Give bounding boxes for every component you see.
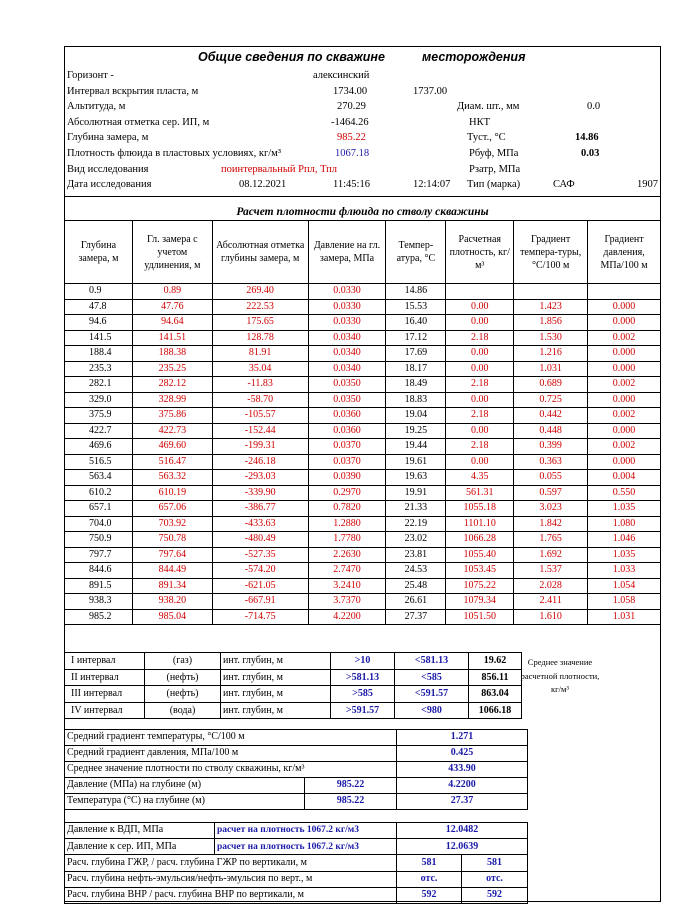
column-header: Абсолютная отметка глубины замера, м (212, 221, 308, 284)
interval-label: инт. глубин, м (221, 669, 331, 686)
table-cell: 1.530 (514, 330, 588, 346)
interval-to: <980 (395, 702, 469, 719)
table-cell: 3.7370 (308, 594, 386, 610)
table-cell: 375.9 (65, 408, 133, 424)
density-table (64, 220, 661, 625)
table-cell: -339.90 (212, 485, 308, 501)
tust-value: 14.86 (575, 132, 599, 144)
rbuf-value: 0.03 (581, 147, 600, 159)
summary-row: Средний градиент давления, МПа/100 м 0.425 (65, 746, 528, 762)
table-cell: 0.725 (514, 392, 588, 408)
table-cell: 2.028 (514, 578, 588, 594)
interval-row (65, 653, 522, 670)
table-cell (588, 284, 661, 300)
interval-fluid: (нефть) (145, 686, 221, 703)
table-cell: 2.18 (446, 408, 514, 424)
summary2-row: Расч. глубина нефть-эмульсия/нефть-эмульсия по верт., м отс. отс. (65, 871, 528, 887)
table-cell: 0.0340 (308, 330, 386, 346)
table-cell: 1.692 (514, 547, 588, 563)
table-cell: 657.1 (65, 501, 133, 517)
table-cell: 19.63 (386, 470, 446, 486)
table-cell: 0.002 (588, 408, 661, 424)
section-title: Расчет плотности флюида по стволу скважины (236, 206, 489, 218)
table-cell: 3.2410 (308, 578, 386, 594)
table-cell: 0.000 (588, 361, 661, 377)
table-cell: 844.6 (65, 563, 133, 579)
table-cell: -293.03 (212, 470, 308, 486)
table-cell: 0.000 (588, 392, 661, 408)
table-cell: 0.0340 (308, 346, 386, 362)
interval-from: 1734.00 (333, 85, 368, 97)
tip-value: САФ (553, 179, 575, 191)
table-cell: 27.37 (386, 609, 446, 625)
table-cell: -11.83 (212, 377, 308, 393)
rzatr-label: Рзатр, МПа (469, 163, 521, 175)
table-cell: 2.2630 (308, 547, 386, 563)
table-row (65, 330, 661, 346)
table-cell: 4.35 (446, 470, 514, 486)
table-cell: 26.61 (386, 594, 446, 610)
density-value: 1067.18 (335, 147, 370, 159)
table-cell: 0.0390 (308, 470, 386, 486)
table-cell: 17.69 (386, 346, 446, 362)
density-note: Среднее значение расчетной плотности, кг/м³ (520, 657, 600, 694)
table-cell: 0.7820 (308, 501, 386, 517)
table-cell: 0.363 (514, 454, 588, 470)
table-cell: 128.78 (212, 330, 308, 346)
table-row (65, 377, 661, 393)
table-cell: 19.25 (386, 423, 446, 439)
table-cell: 1.537 (514, 563, 588, 579)
table-cell: 0.00 (446, 392, 514, 408)
table-cell: 2.18 (446, 330, 514, 346)
table-cell: 1.216 (514, 346, 588, 362)
table-cell: 141.51 (132, 330, 212, 346)
table-cell: 703.92 (132, 516, 212, 532)
table-cell: 81.91 (212, 346, 308, 362)
table-cell: 1.856 (514, 315, 588, 331)
table-cell: 0.2970 (308, 485, 386, 501)
table-cell: 1053.45 (446, 563, 514, 579)
table-cell: 0.0330 (308, 284, 386, 300)
summary2-row: Расч. глубина ГЖР, / расч. глубина ГЖР по вертикали, м 581 581 (65, 855, 528, 871)
table-cell: 16.40 (386, 315, 446, 331)
interval-from: >10 (331, 653, 395, 670)
table-cell: 0.000 (588, 299, 661, 315)
table-cell: 23.81 (386, 547, 446, 563)
date-value: 08.12.2021 (239, 179, 287, 191)
table-cell: 1.035 (588, 501, 661, 517)
table-cell: 1055.18 (446, 501, 514, 517)
table-cell: -527.35 (212, 547, 308, 563)
table-cell: 188.4 (65, 346, 133, 362)
table-cell: 1.2880 (308, 516, 386, 532)
table-cell: 1075.22 (446, 578, 514, 594)
interval-name: II интервал (65, 669, 145, 686)
table-cell: 2.18 (446, 439, 514, 455)
interval-name: III интервал (65, 686, 145, 703)
table-cell: 891.34 (132, 578, 212, 594)
table-cell: 4.2200 (308, 609, 386, 625)
table-cell: 1.842 (514, 516, 588, 532)
table-cell: 1079.34 (446, 594, 514, 610)
interval-row (65, 686, 522, 703)
tip-number: 1907 (637, 179, 658, 191)
table-cell: 516.5 (65, 454, 133, 470)
study-type-label: Вид исследования (67, 163, 149, 175)
table-cell: 0.00 (446, 361, 514, 377)
time-end: 12:14:07 (413, 179, 451, 191)
table-cell: 1.054 (588, 578, 661, 594)
table-cell: 1.080 (588, 516, 661, 532)
table-cell: 0.0370 (308, 439, 386, 455)
interval-from: >585 (331, 686, 395, 703)
column-header: Расчетная плотность, кг/м³ (446, 221, 514, 284)
table-row (65, 563, 661, 579)
diam-label: Диам. шт., мм (457, 101, 520, 113)
table-cell: 0.0350 (308, 392, 386, 408)
title-left: Общие сведения по скважине (198, 50, 385, 64)
interval-to: <591.57 (395, 686, 469, 703)
table-cell: 938.3 (65, 594, 133, 610)
table-row (65, 470, 661, 486)
table-cell: 0.689 (514, 377, 588, 393)
table-row (65, 516, 661, 532)
table-cell: 0.000 (588, 346, 661, 362)
table-body (65, 284, 661, 625)
table-row (65, 501, 661, 517)
table-cell: 22.19 (386, 516, 446, 532)
divider (64, 196, 661, 197)
interval-name: IV интервал (65, 702, 145, 719)
table-cell: 235.3 (65, 361, 133, 377)
table-cell: -714.75 (212, 609, 308, 625)
table-cell: 750.9 (65, 532, 133, 548)
table-cell: 0.000 (588, 423, 661, 439)
table-cell: 0.000 (588, 454, 661, 470)
table-cell: 0.055 (514, 470, 588, 486)
table-cell: 0.00 (446, 423, 514, 439)
table-cell: 1066.28 (446, 532, 514, 548)
table-cell: -574.20 (212, 563, 308, 579)
table-cell: 17.12 (386, 330, 446, 346)
table-cell: 0.442 (514, 408, 588, 424)
table-row (65, 408, 661, 424)
table-cell: 375.86 (132, 408, 212, 424)
tust-label: Туст., °С (467, 132, 506, 144)
table-cell: 2.411 (514, 594, 588, 610)
table-cell: 891.5 (65, 578, 133, 594)
table-cell: 14.86 (386, 284, 446, 300)
table-row (65, 454, 661, 470)
title-right: месторождения (422, 50, 526, 64)
horizon-value: алексинский (313, 70, 370, 81)
table-cell: 0.550 (588, 485, 661, 501)
table-row (65, 547, 661, 563)
summary2-row: Давление к ВДП, МПа расчет на плотность 1067.2 кг/м3 12.0482 (65, 823, 528, 839)
table-cell: 188.38 (132, 346, 212, 362)
table-row (65, 423, 661, 439)
table-cell: 985.04 (132, 609, 212, 625)
table-row (65, 315, 661, 331)
summary2-row: Давление к сер. ИП, МПа расчет на плотность 1067.2 кг/м3 12.0639 (65, 839, 528, 855)
table-cell: -105.57 (212, 408, 308, 424)
table-cell: 0.0330 (308, 315, 386, 331)
interval-to: 1737.00 (413, 85, 448, 97)
table-cell: 35.04 (212, 361, 308, 377)
table-cell: 469.6 (65, 439, 133, 455)
table-row (65, 392, 661, 408)
diam-value: 0.0 (587, 101, 601, 113)
table-cell: 15.53 (386, 299, 446, 315)
table-cell: 0.0360 (308, 408, 386, 424)
table-cell: 1.046 (588, 532, 661, 548)
column-header: Темпер-атура, °С (386, 221, 446, 284)
table-cell: -480.49 (212, 532, 308, 548)
table-cell: 21.33 (386, 501, 446, 517)
interval-to: <581.13 (395, 653, 469, 670)
well-info (67, 68, 659, 193)
rbuf-label: Рбуф, МПа (469, 147, 519, 159)
table-row (65, 609, 661, 625)
interval-label: Интервал вскрытия пласта, м (67, 85, 199, 97)
table-cell: 0.00 (446, 315, 514, 331)
interval-density: 863.04 (469, 686, 522, 703)
table-cell: 1.035 (588, 547, 661, 563)
table-cell: 0.002 (588, 439, 661, 455)
interval-label: инт. глубин, м (221, 702, 331, 719)
table-cell: 235.25 (132, 361, 212, 377)
table-cell: 516.47 (132, 454, 212, 470)
column-header: Гл. замера с учетом удлинения, м (132, 221, 212, 284)
table-cell: 610.2 (65, 485, 133, 501)
time-start: 11:45:16 (333, 179, 370, 191)
table-cell: 2.7470 (308, 563, 386, 579)
table-cell: 269.40 (212, 284, 308, 300)
table-cell: -152.44 (212, 423, 308, 439)
table-cell: -58.70 (212, 392, 308, 408)
table-row (65, 439, 661, 455)
table-cell: -199.31 (212, 439, 308, 455)
table-cell: 94.6 (65, 315, 133, 331)
table-cell: 1.7780 (308, 532, 386, 548)
abs-value: -1464.26 (331, 116, 369, 128)
table-row (65, 346, 661, 362)
table-row (65, 594, 661, 610)
table-cell: 844.49 (132, 563, 212, 579)
table-row (65, 299, 661, 315)
depth-label: Глубина замера, м (67, 132, 149, 144)
table-row (65, 532, 661, 548)
summary-row: Давление (МПа) на глубине (м) 985.22 4.2200 (65, 778, 528, 794)
summary-table (64, 729, 528, 810)
table-cell: 25.48 (386, 578, 446, 594)
table-cell: 2.18 (446, 377, 514, 393)
table-cell: 47.76 (132, 299, 212, 315)
table-cell: 0.89 (132, 284, 212, 300)
density-label: Плотность флюида в пластовых условиях, кг/м³ (67, 147, 281, 159)
nkt-label: НКТ (469, 116, 490, 128)
table-cell: 0.597 (514, 485, 588, 501)
table-cell: 0.0360 (308, 423, 386, 439)
table-cell: 985.2 (65, 609, 133, 625)
depth-value: 985.22 (337, 132, 366, 144)
table-cell: 563.4 (65, 470, 133, 486)
column-header: Градиент темпера-туры, °С/100 м (514, 221, 588, 284)
table-row (65, 578, 661, 594)
table-cell: -433.63 (212, 516, 308, 532)
table-cell: 1101.10 (446, 516, 514, 532)
table-cell: 175.65 (212, 315, 308, 331)
table-cell: 1051.50 (446, 609, 514, 625)
table-cell: 0.9 (65, 284, 133, 300)
altitude-value: 270.29 (337, 101, 366, 113)
study-type-value: поинтервальный Рпл, Тпл (221, 163, 337, 175)
table-cell (514, 284, 588, 300)
table-cell: 19.61 (386, 454, 446, 470)
column-header: Глубина замера, м (65, 221, 133, 284)
table-cell: 938.20 (132, 594, 212, 610)
table-header-row (65, 221, 661, 284)
table-cell: 1.031 (588, 609, 661, 625)
table-cell: 422.73 (132, 423, 212, 439)
table-cell: 329.0 (65, 392, 133, 408)
interval-fluid: (нефть) (145, 669, 221, 686)
table-cell: 0.00 (446, 299, 514, 315)
table-cell: 1.423 (514, 299, 588, 315)
interval-from: >591.57 (331, 702, 395, 719)
table-cell: 0.399 (514, 439, 588, 455)
table-cell: 0.0330 (308, 299, 386, 315)
table-cell: 0.0350 (308, 377, 386, 393)
summary-row: Температура (°С) на глубине (м) 985.22 27.37 (65, 794, 528, 810)
horizon-label: Горизонт - (67, 70, 114, 81)
table-cell: 23.02 (386, 532, 446, 548)
table-cell: -667.91 (212, 594, 308, 610)
table-cell: 563.32 (132, 470, 212, 486)
table-cell: 0.00 (446, 346, 514, 362)
table-cell: 1.031 (514, 361, 588, 377)
table-cell: 561.31 (446, 485, 514, 501)
table-cell: 1.058 (588, 594, 661, 610)
table-cell: 469.60 (132, 439, 212, 455)
tip-label: Тип (марка) (467, 179, 521, 191)
table-cell: 19.91 (386, 485, 446, 501)
summary2-row: Расч. глубина ВНР / расч. глубина ВНР по вертикали, м 592 592 (65, 887, 528, 903)
table-cell: 282.1 (65, 377, 133, 393)
table-cell: 1.610 (514, 609, 588, 625)
table-cell: 0.000 (588, 315, 661, 331)
interval-fluid: (газ) (145, 653, 221, 670)
table-cell: 18.83 (386, 392, 446, 408)
table-cell: 657.06 (132, 501, 212, 517)
summary-row: Средний градиент температуры, °С/100 м 1.271 (65, 730, 528, 746)
table-cell: 0.448 (514, 423, 588, 439)
interval-fluid: (вода) (145, 702, 221, 719)
interval-to: <585 (395, 669, 469, 686)
table-cell: 0.002 (588, 330, 661, 346)
interval-density: 1066.18 (469, 702, 522, 719)
table-cell: 141.5 (65, 330, 133, 346)
table-cell: 704.0 (65, 516, 133, 532)
column-header: Давление на гл. замера, МПа (308, 221, 386, 284)
date-label: Дата исследования (67, 179, 152, 191)
table-cell: 0.0340 (308, 361, 386, 377)
table-cell: 1055.40 (446, 547, 514, 563)
table-row (65, 485, 661, 501)
table-cell: 797.64 (132, 547, 212, 563)
table-cell (446, 284, 514, 300)
table-cell: 750.78 (132, 532, 212, 548)
abs-label: Абсолютная отметка сер. ИП, м (67, 116, 210, 128)
table-cell: 18.49 (386, 377, 446, 393)
interval-label: инт. глубин, м (221, 653, 331, 670)
table-cell: 24.53 (386, 563, 446, 579)
table-cell: 282.12 (132, 377, 212, 393)
intervals-table (64, 652, 522, 719)
table-row (65, 284, 661, 300)
table-cell: 0.002 (588, 377, 661, 393)
table-cell: 19.44 (386, 439, 446, 455)
table-cell: 0.00 (446, 454, 514, 470)
table-cell: 610.19 (132, 485, 212, 501)
interval-name: I интервал (65, 653, 145, 670)
table-cell: 328.99 (132, 392, 212, 408)
table-cell: -246.18 (212, 454, 308, 470)
summary-row: Среднее значение плотности по стволу скважины, кг/м³ 433.90 (65, 762, 528, 778)
interval-from: >581.13 (331, 669, 395, 686)
interval-row (65, 669, 522, 686)
summary2-table (64, 822, 528, 904)
interval-density: 19.62 (469, 653, 522, 670)
table-cell: 1.033 (588, 563, 661, 579)
altitude-label: Альтитуда, м (67, 101, 126, 113)
table-cell: 3.023 (514, 501, 588, 517)
column-header: Градиент давления, МПа/100 м (588, 221, 661, 284)
interval-density: 856.11 (469, 669, 522, 686)
table-cell: -621.05 (212, 578, 308, 594)
table-cell: 422.7 (65, 423, 133, 439)
interval-label: инт. глубин, м (221, 686, 331, 703)
table-cell: 1.765 (514, 532, 588, 548)
table-cell: 19.04 (386, 408, 446, 424)
table-cell: 47.8 (65, 299, 133, 315)
table-cell: 0.0370 (308, 454, 386, 470)
table-cell: -386.77 (212, 501, 308, 517)
table-cell: 94.64 (132, 315, 212, 331)
table-cell: 222.53 (212, 299, 308, 315)
table-cell: 0.004 (588, 470, 661, 486)
interval-row (65, 702, 522, 719)
table-cell: 18.17 (386, 361, 446, 377)
table-row (65, 361, 661, 377)
table-cell: 797.7 (65, 547, 133, 563)
